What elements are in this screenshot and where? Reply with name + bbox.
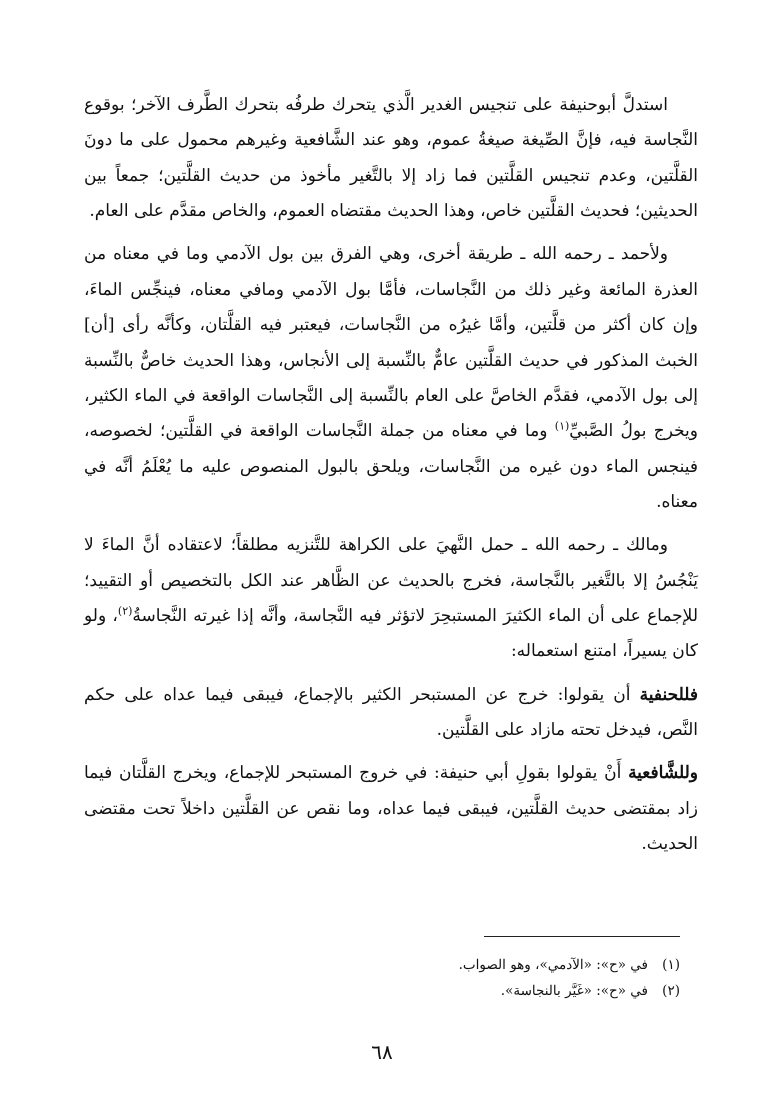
footnote-1 (66, 952, 680, 978)
paragraph-3-text-b: ، ولو كان يسيراً، امتنع استعماله: (84, 606, 698, 662)
footnote-ref-1: (١) (554, 419, 570, 433)
footnote-text: في «ح»: «الآدمي»، وهو الصواب. (458, 957, 648, 973)
paragraph-4 (84, 678, 698, 749)
paragraph-5-text: أَنْ يقولوا بقولِ أبي حنيفة: في خروج المستبحر للإجماع، ويخرج القلَّتان فيما زاد بمقتضى حديث القلَّتين، فيبقى فيما عداه، وما نقص عن القلَّتين داخلاً تحت مقتضى الحديث. (84, 763, 698, 855)
paragraph-2-text-b: وما في معناه من جملة النَّجاسات الواقعة في القلَّتين؛ لخصوصه، فينجس الماء دون غيره من النَّجاسات، ويلحق بالبول المنصوص عليه ما يُعْلَمُ أنَّه في معناه. (84, 421, 698, 512)
paragraph-4-lead: فللحنفية (639, 684, 698, 705)
footnote-divider (484, 936, 680, 937)
main-text (84, 88, 698, 871)
paragraph-3 (84, 528, 698, 669)
footnote-number: (١) (662, 957, 680, 973)
footnote-ref-2: (٢) (117, 604, 133, 618)
footnote-2 (66, 978, 680, 1004)
paragraph-4-text: أن يقولوا: خرج عن المستبحر الكثير بالإجماع، فيبقى فيما عداه على حكم النَّص، فيدخل تحته مازاد على القلَّتين. (84, 684, 698, 741)
paragraph-1-text: استدلَّ أبوحنيفة على تنجيس الغدير الَّذي يتحرك طرفُه بتحرك الطَّرف الآخر؛ بوقوع النَّجاسة فيه، فإنَّ الصِّيغة صيغةُ عموم، وهو عند الشَّافعية وغيرهم محمول على ما دونَ القلَّتين، وعدم تنجيس القلَّتين فما زاد إلا بالتَّغير مأخوذ من حديث القلَّتين؛ جمعاً بين الحديثين؛ فحديث القلَّتين خاص، وهذا الحديث مقتضاه العموم، والخاص مقدَّم على العام. (84, 95, 698, 222)
paragraph-1 (84, 88, 698, 229)
paragraph-5 (84, 756, 698, 862)
footnote-number: (٢) (662, 983, 680, 999)
paragraph-2 (84, 237, 698, 520)
paragraph-3-text-a: ومالك ـ رحمه الله ـ حمل النَّهيَ على الكراهة للتَّنزيه مطلقاً؛ لاعتقاده أنَّ الماءَ لا يَنْجُسُ إلا بالتَّغير بالنَّجاسة، فخرج بالحديث عن الظَّاهر عند الكل بالتخصيص أو التقييد؛ للإجماع على أن الماء الكثيرَ المستبحِرَ لاتؤثر فيه النَّجاسة، وأنَّه إذا غيرته النَّجاسةُ (84, 535, 699, 627)
paragraph-2-text-a: ولأحمد ـ رحمه الله ـ طريقة أخرى، وهي الفرق بين بول الآدمي وما في معناه من العذرة المائعة وغير ذلك من النَّجاسات، فأمَّا بول الآدمي ومافي معناه، فينجِّس الماءَ، وإن كان أكثر من قلَّتين، وأمَّا غيرُه من النَّجاسات، فيعتبر فيه القلَّتان، وكأنَّه رأى [أن] الخبث المذكور في حديث القلَّتين عامٌّ بالنِّسبة إلى الأنجاس، وهذا الحديث خاصٌّ بالنِّسبة إلى بول الآدمي، فقدَّم الخاصَّ على العام بالنِّسبة إلى النَّجاسات الواقعة في الماء الكثير، ويخرج بولُ الصَّبيِّ (84, 244, 698, 442)
footnotes (66, 952, 680, 1004)
page-number: ٦٨ (371, 1040, 393, 1064)
footnote-text: في «ح»: «غَيَّر بالنجاسة». (500, 983, 648, 999)
paragraph-5-lead: وللشَّافعية (628, 763, 698, 784)
